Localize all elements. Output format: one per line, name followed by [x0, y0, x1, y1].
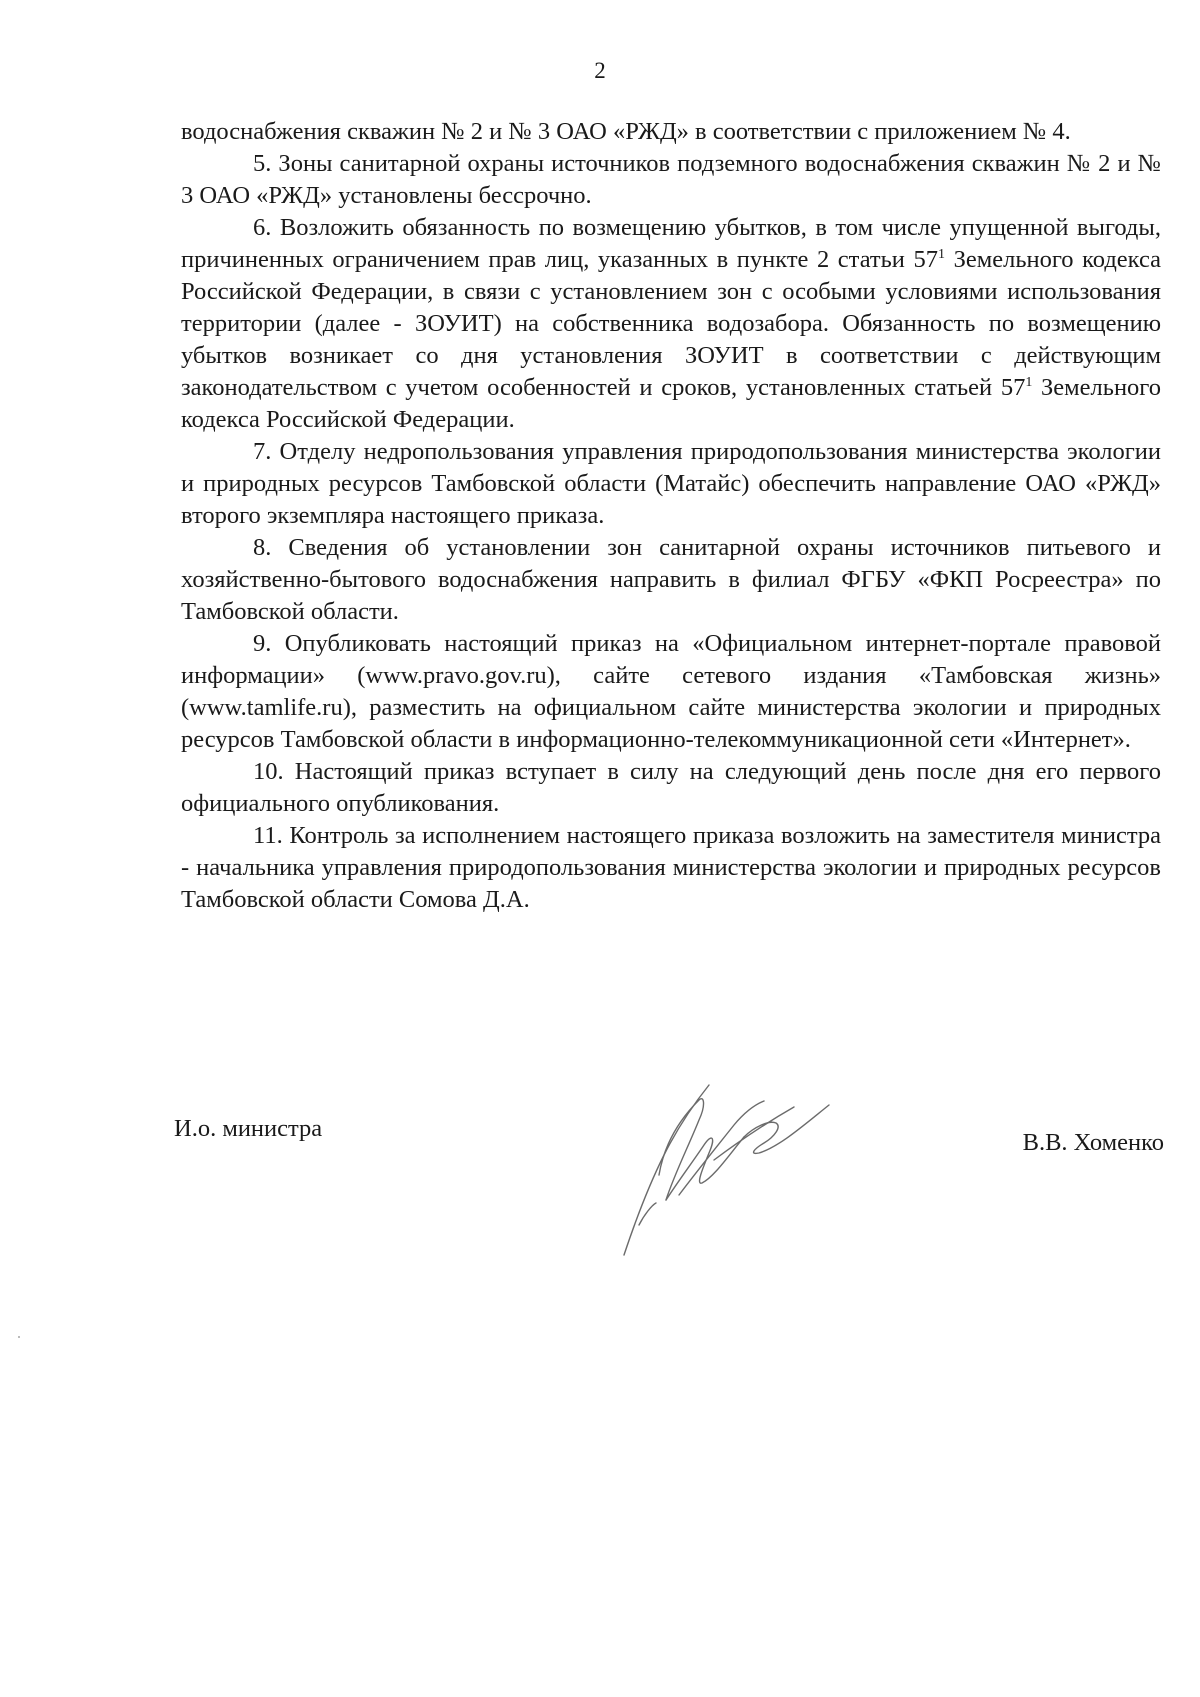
- signature-block: [174, 1115, 1164, 1275]
- signatory-name: В.В. Хоменко: [1022, 1129, 1164, 1156]
- signatory-role: И.о. министра: [174, 1115, 323, 1142]
- item-6-part-3: Земельного кодекса Российской Федерации.: [181, 374, 1161, 433]
- scan-artifact: [18, 1336, 20, 1338]
- item-11: 11. Контроль за исполнением настоящего приказа возложить на заместителя министра - начальника управления природопользования министерства экологии и природных ресурсов Тамбовской области Сомова Д.А.: [181, 822, 1161, 913]
- item-5: 5. Зоны санитарной охраны источников подземного водоснабжения скважин № 2 и № 3 ОАО «РЖД» установлены бессрочно.: [181, 150, 1161, 209]
- page-number: 2: [594, 58, 606, 83]
- item-8: 8. Сведения об установлении зон санитарной охраны источников питьевого и хозяйственно-бытового водоснабжения направить в филиал ФГБУ «ФКП Росреестра» по Тамбовской области.: [181, 534, 1161, 625]
- item-10: 10. Настоящий приказ вступает в силу на следующий день после дня его первого официального опубликования.: [181, 758, 1161, 817]
- item-6-part-1: 6. Возложить обязанность по возмещению убытков, в том числе упущенной выгоды, причиненных ограничением прав лиц, указанных в пункте 2 статьи 57: [181, 214, 1161, 273]
- document-body: [181, 116, 1161, 916]
- item-7: 7. Отделу недропользования управления природопользования министерства экологии и природных ресурсов Тамбовской области (Матайс) обеспечить направление ОАО «РЖД» второго экземпляра настоящего приказа.: [181, 438, 1161, 529]
- item-6-superscript-2: 1: [1025, 374, 1033, 390]
- item-6: [181, 212, 1161, 436]
- handwritten-signature: [604, 1065, 864, 1265]
- item-6-part-2: Земельного кодекса Российской Федерации, в связи с установлением зон с особыми условиями использования территории (далее - ЗОУИТ) на собственника водозабора. Обязанность по возмещению убытков возникает со дня установления ЗОУИТ в соответствии с действующим законодательством с учетом особенностей и сроков, установленных статьей 57: [181, 246, 1162, 401]
- lead-paragraph: водоснабжения скважин № 2 и № 3 ОАО «РЖД» в соответствии с приложением № 4.: [181, 118, 1071, 145]
- item-6-superscript-1: 1: [938, 246, 945, 262]
- item-9: 9. Опубликовать настоящий приказ на «Официальном интернет-портале правовой информации» (www.pravo.gov.ru), сайте сетевого издания «Тамбовская жизнь» (www.tamlife.ru), разместить на официальном сайте министерства экологии и природных ресурсов Тамбовской области в информационно-телекоммуникационной сети «Интернет».: [181, 630, 1161, 753]
